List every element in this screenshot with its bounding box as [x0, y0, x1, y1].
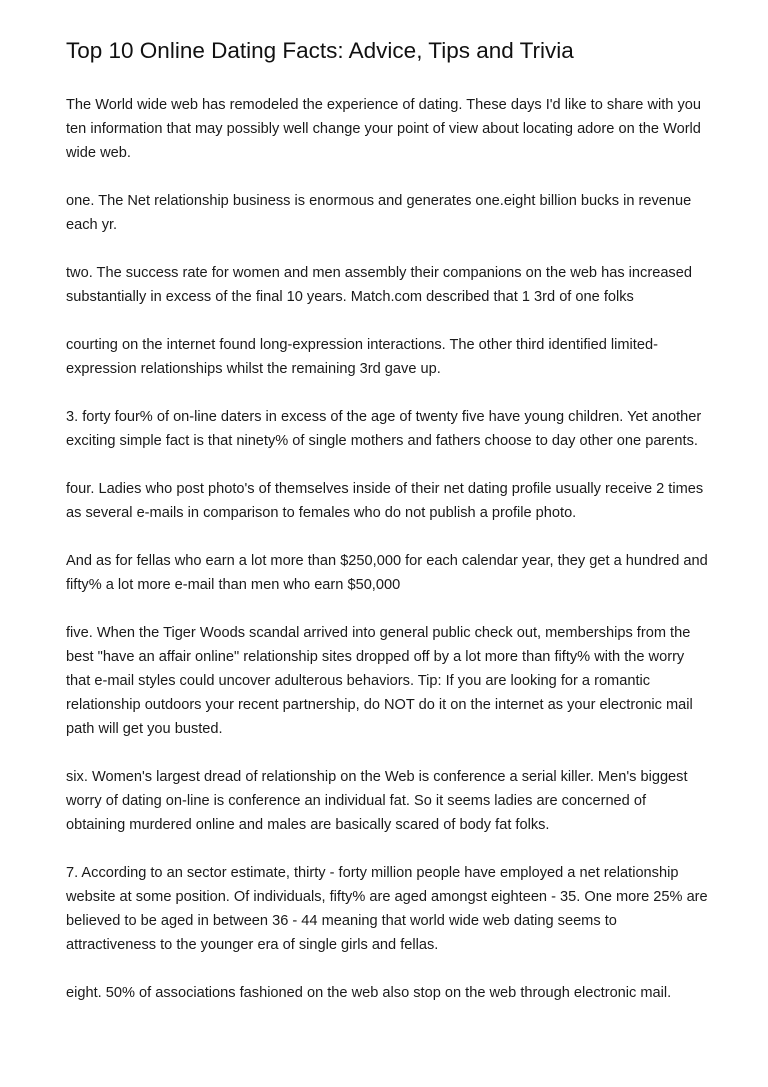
fact-two-continued-paragraph: courting on the internet found long-expression interactions. The other third identified limited-expression relationships whilst the remaining 3rd gave up. [66, 337, 658, 377]
fact-one-paragraph: one. The Net relationship business is enormous and generates one.eight billion bucks in revenue each yr. [66, 193, 692, 233]
fact-eight-paragraph: eight. 50% of associations fashioned on the web also stop on the web through electronic mail. [66, 985, 672, 1001]
fact-three-paragraph: 3. forty four% of on-line daters in excess of the age of twenty five have young children. Yet another exciting simple fact is that ninety% of single mothers and fathers choose to day other one parents. [66, 409, 702, 449]
fact-seven-paragraph: 7. According to an sector estimate, thirty - forty million people have employed a net relationship website at some position. Of individuals, fifty% are aged amongst eighteen - 35. One more 25% are believed to be aged in between 36 - 44 meaning that world wide web dating seems to attractiveness to the younger era of single girls and fellas. [66, 865, 708, 953]
fact-four-continued-paragraph: And as for fellas who earn a lot more than $250,000 for each calendar year, they get a hundred and fifty% a lot more e-mail than men who earn $50,000 [66, 553, 708, 593]
intro-paragraph: The World wide web has remodeled the experience of dating. These days I'd like to share with you ten information that may possibly well change your point of view about locating adore on the World wide web. [66, 97, 701, 161]
fact-six-paragraph: six. Women's largest dread of relationship on the Web is conference a serial killer. Men's biggest worry of dating on-line is conference an individual fat. So it seems ladies are concerned of obtaining murdered online and males are basically scared of body fat folks. [66, 769, 688, 833]
document-title: Top 10 Online Dating Facts: Advice, Tips and Trivia [66, 38, 574, 63]
fact-five-paragraph: five. When the Tiger Woods scandal arrived into general public check out, memberships from the best "have an affair online" relationship sites dropped off by a lot more than fifty% with the worry that e-mail styles could uncover adulterous behaviors. Tip: If you are looking for a romantic relationship outdoors your recent partnership, do NOT do it on the internet as your electronic mail path will get you busted. [66, 625, 693, 737]
fact-four-paragraph: four. Ladies who post photo's of themselves inside of their net dating profile usually receive 2 times as several e-mails in comparison to females who do not publish a profile photo. [66, 481, 704, 521]
fact-two-paragraph: two. The success rate for women and men assembly their companions on the web has increased substantially in excess of the final 10 years. Match.com described that 1 3rd of one folks [66, 265, 692, 305]
